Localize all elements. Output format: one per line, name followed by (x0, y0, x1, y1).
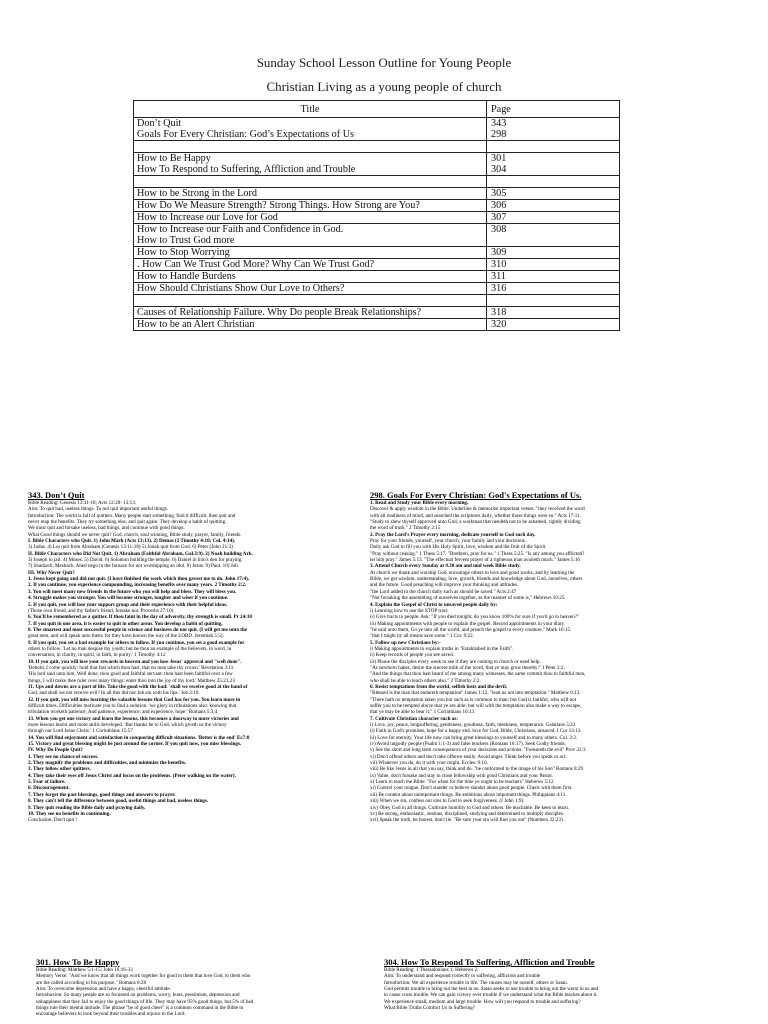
lesson-301-excerpt (36, 957, 356, 1024)
lesson-line: 1. They see no chance of success. (28, 753, 99, 760)
lesson-343-excerpt (28, 490, 358, 905)
lesson-line: encourage believers to look beyond their troubles and rejoice in the Lord. (36, 1011, 186, 1018)
lesson-heading: 304. How To Respond To Suffering, Affliction and Trouble (384, 957, 595, 967)
lesson-line: 6. You'll be remembered as a quitter. If thou faint in the day of adversity, thy strength is small. Pr 24:10 (28, 614, 252, 621)
toc-row (134, 271, 620, 283)
lesson-line: iii) Love for eternity. Your life now can bring great blessings to yourself and to many others. Col. 3:2. (370, 734, 578, 741)
lesson-line: 2. If you continue, you experience compounding, increasing benefits over many years. 2 Timothy 2:2. (28, 582, 247, 589)
lesson-line: xi) Control your tongue. Don't slander or believe slander about good people. Check with them first. (370, 785, 573, 792)
lesson-line: ix) Value, don't forsake and stay in close fellowship with good Christians and your Pastor. (370, 772, 554, 779)
lesson-line: 3) Judas. 4) Lot quit from Abraham (Genesis 13:11-18) 5) Jonah quit from God. 6) Peter (John 21:3) (28, 544, 233, 551)
lesson-line: Introduction: We all experience trouble in life. The causes may be ourself, others or Satan. (384, 979, 568, 986)
lesson-line: We must quit and forsake useless, bad things, and continue with good things. (28, 525, 185, 532)
lesson-heading: 301. How To Be Happy (36, 957, 120, 967)
lesson-line: v) See the short and long term consequences of your decisions and actions. "Foreseeth the evil" Prov 22:3 (370, 747, 586, 754)
lesson-line: iii) Making appointments with people to explain the gospel. Record appointments in your diary. (370, 620, 566, 627)
lesson-line: Bible, we get wisdom, understanding, love, growth, friends and knowledge about God, ourselves, others (370, 576, 583, 583)
lesson-line: 2. Pray the Lord's Prayer every morning, dedicate yourself to God each day. (370, 531, 536, 538)
lesson-line: and the future. Good preaching will improve your thinking and attitudes. (370, 582, 519, 589)
lesson-line: ii) Keep records of people you see saved. (370, 652, 455, 659)
lesson-body (384, 967, 754, 1011)
lesson-line: "the Lord added to the church daily such as should be saved." Acts 2:47 (370, 588, 517, 595)
toc-row (134, 247, 620, 259)
lesson-line: 5. Fear of failure. (28, 779, 66, 786)
lesson-line: iii) Phone the disciples every week to see if they are coming to church or need help. (370, 658, 541, 665)
lesson-line: ii) Give tracts to people. Ask: "If you died tonight, do you know 100% for sure if you'd go to heaven?" (370, 614, 580, 621)
lesson-line: 3. You will meet many new friends in the future who you will help and bless. They will bless you. (28, 588, 237, 595)
lesson-line: tribulation worketh patience; And patience, experience; and experience, hope:' Romans 5:3,4 (28, 709, 218, 716)
lesson-line: unhappiness that they fail to enjoy the good things of life. They may have 95% good things, but 5% of bad (36, 998, 254, 1005)
lesson-line: xvi) Speak the truth, be honest, don't lie. "Be sure your sin will find you out" (Numbers 32:23). (370, 817, 564, 824)
lesson-line: Introduction: The world is full of quitters. Many people start something, find it difficult, then quit and (28, 512, 236, 519)
toc-page-cell: 306 (487, 200, 620, 212)
lesson-line: IV. Why Do People Quit? (28, 747, 83, 754)
lesson-line: What Bible Truths Comfort Us in Suffering? (384, 1005, 476, 1012)
document-subtitle: Christian Living as a young people of church (266, 79, 502, 94)
lesson-line: great men, and will speak unto them; for they have known the way of the LORD. Jeremiah 5:5). (28, 633, 224, 640)
lesson-line: i) Learning how to use the STOP tract. (370, 607, 449, 614)
toc-title-cell (134, 176, 487, 188)
lesson-line: xii) Be content about unimportant things. Be ambitious about important things. Philippians 4:11. (370, 791, 567, 798)
lesson-line: Bible Reading: Matthew 5:1-15; John 16:16-33 (36, 967, 133, 973)
lesson-line: 3. They follow other quitters. (28, 766, 91, 773)
lesson-line: Pray for your friends, yourself, your church, your family and your decisions. (370, 538, 527, 545)
lesson-line: vii) Whatever you do, do it with your might. Eccles. 9:10. (370, 760, 488, 767)
toc-title-cell: How to Increase our Faith and Confidence in God. How to Trust God more (134, 224, 487, 247)
lesson-line: 'His lord said unto him, Well done, thou good and faithful servant: thou hast been faithful over a few (28, 671, 233, 678)
lesson-line: Introduction: So many people are so focussed on problems, worry, fears, pessimism, depression and (36, 992, 240, 999)
toc-title-cell (134, 295, 487, 307)
lesson-line: 1. Jesus kept going and did not quit. (I have finished the work which thou gavest me to do. John 17:4). (28, 576, 250, 583)
lesson-line: 5. If you quit, you will lose your support group and their experience with their helpful ideas. (28, 601, 228, 608)
toc-row (134, 224, 620, 247)
lesson-line: through our Lord Jesus Christ.' 1 Corinthians 15:57 (28, 728, 133, 735)
lesson-line: II. Bible Characters who Did Not Quit. 1) Abraham (Faithful Abraham, Gal.3:9). 2) Noah building Ark. (28, 550, 253, 557)
toc-spacer-row (134, 295, 620, 307)
toc-page-cell: 320 (487, 319, 620, 331)
lesson-line: 1. Read and Study your Bible every morning. (370, 500, 469, 506)
lesson-line: Bible Reading: Genesis 13:11-18; Acts 12:28- 13:13. (28, 500, 137, 506)
toc-row (134, 212, 620, 224)
toc-row (134, 200, 620, 212)
lesson-line: Aim: To quit bad, useless things. To not quit important useful things. (28, 506, 169, 513)
lesson-line: III. Why Never Quit? (28, 569, 75, 576)
lesson-line: "he said unto them, Go ye into all the world, and preach the gospel to every creature." Mark 16:15. (370, 626, 572, 633)
toc-row (134, 188, 620, 200)
toc-page-cell: 308 (487, 224, 620, 247)
lesson-line: with all readiness of mind, and searched the scriptures daily, whether those things were so." Acts 17:11. (370, 512, 581, 519)
lesson-line: suffer you to be tempted above that ye are able; but will with the temptation also make a way to escape, (370, 703, 582, 709)
lesson-line: 9. If you quit, you set a bad example for others to follow. If you continue, you set a good example for (28, 639, 245, 646)
lesson-line: never reap the benefits. They try something else, and quit again. They develop a habit of quitting. (28, 519, 227, 526)
lesson-line: 7. They forget the past blessings, good things and answers to prayer. (28, 791, 176, 798)
lesson-line: Aim: To overcome depression and have a happy, cheerful attitude. (36, 986, 171, 993)
toc-page-cell (487, 141, 620, 153)
toc-row (134, 153, 620, 176)
lesson-line: Discover & apply wisdom in the Bible. Underline & memorize important verses. "they received the word (370, 506, 585, 513)
toc-title-cell: How to Stop Worrying (134, 247, 487, 259)
toc-spacer-row (134, 176, 620, 188)
lesson-line: Daily ask God to fill you with His Holy Spirit, love, wisdom and the fruit of the Spirit. (370, 544, 547, 551)
toc-title-cell: . How Can We Trust God More? Why Can We Trust God? (134, 259, 487, 271)
lesson-line: "Not forsaking the assembling of ourselves together, as the manner of some is," Hebrews 10:25. (370, 595, 566, 602)
lesson-line: iv) Avoid ungodly people (Psalm 1:1-3) and false teachers (Romans 16:17). Seek Godly friends. (370, 741, 566, 748)
lesson-line: God, and shall we not receive evil? In all this did not Job sin with his lips.' Job 2:10. (28, 690, 200, 697)
lesson-line: i) Making appointments to explain truths in "Established in the Faith". (370, 645, 514, 652)
toc-title-cell: How Do We Measure Strength? Strong Things. How Strong are You? (134, 200, 487, 212)
lesson-line: the word of truth." 2 Timothy 2:15 (370, 525, 441, 532)
lesson-line: 6. Discouragement. (28, 785, 70, 792)
lesson-line: What Good things should we never quit? God, church, soul winning, Bible study, prayer, family, friends. (28, 531, 242, 538)
toc-page-cell: 309 (487, 247, 620, 259)
toc-row (134, 307, 620, 319)
lesson-line: 4. Explain the Gospel of Christ to unsaved people daily by: (370, 601, 498, 608)
document-title: Sunday School Lesson Outline for Young People (256, 55, 512, 70)
lesson-heading: 298. Goals For Every Christian: God's Expectations of Us. (370, 490, 582, 500)
lesson-line: 2. They magnify the problems and difficulties, and minimize the benefits. (28, 760, 187, 767)
toc-page-cell (487, 295, 620, 307)
toc-col-page-header: Page (487, 101, 620, 118)
toc-row (134, 319, 620, 331)
lesson-line: 4. Struggle makes you stronger. You will become stronger, tougher and wiser if you continue. (28, 595, 229, 602)
lesson-line: 3) Joseph in jail. 4) Moses. 5) David. 6) Solomon building the temple. 6) Daniel in lion's den for praying. (28, 557, 243, 564)
toc-body (134, 118, 620, 331)
lesson-body (370, 500, 750, 824)
toc-header-row (134, 101, 620, 118)
toc-page-cell: 305 (487, 188, 620, 200)
lesson-line: more lessons learnt and more skills developed. 'But thanks be to God, which giveth us the victory (28, 722, 227, 729)
lesson-line: xiii) When we sin, confess our sins to God to seek forgiveness. (I John 1:9). (370, 798, 525, 805)
toc-title-cell: How to be an Alert Christian (134, 319, 487, 331)
toc-page-cell: 310 (487, 259, 620, 271)
lesson-line: x) Learn to teach the Bible. "For when for the time ye ought to be teachers" Hebrews 5:12 (370, 779, 554, 786)
lesson-line: 10. They see no benefits in continuing. (28, 810, 111, 817)
toc-row (134, 259, 620, 271)
lesson-line: are the called according to his purpose." Romans 8:28 (36, 979, 147, 986)
toc-title-cell: How to Handle Burdens (134, 271, 487, 283)
lesson-line: "As newborn babes, desire the sincere milk of the word, that ye may grow thereby:" I Peter 2:2. (370, 664, 565, 671)
toc-title-cell (134, 141, 487, 153)
lesson-line: We experience small, medium and large trouble. How will you respond to trouble and suffering? (384, 998, 581, 1005)
lesson-298-excerpt (370, 490, 750, 824)
lesson-line: Aim: To understand and respond correctly to suffering, affliction and trouble (384, 973, 541, 980)
toc-title-cell: How to be Strong in the Lord (134, 188, 487, 200)
toc-title-cell: How Should Christians Show Our Love to Others? (134, 283, 487, 295)
toc-col-title-header: Title (134, 101, 487, 118)
toc-title-cell: How to Be Happy How To Respond to Suffering, Affliction and Trouble (134, 153, 487, 176)
lesson-line: 'Behold, I come quickly: hold that fast which thou hast, that no man take thy crown.' Revelation 3:11 (28, 664, 234, 671)
lesson-line: 9. They quit reading the Bible daily and praying daily. (28, 804, 146, 811)
toc-page-cell: 307 (487, 212, 620, 224)
lesson-line: 7. Cultivate Christian character such as: (370, 715, 458, 722)
lesson-line: 8. They can't tell the difference between good, useful things and bad, useless things. (28, 798, 209, 805)
lesson-line: let him pray." James 5:13. "The effectual fervent prayer of a righteous man availeth much." James 5:16 (370, 557, 580, 564)
lesson-line: "Blessed is the man that endureth temptation" James 1:12. "lead us not into temptation." Matthew 6:13. (370, 690, 581, 697)
table-of-contents (133, 100, 620, 331)
lesson-line: 14. You will find enjoyment and satisfaction in conquering difficult situations. 'Better is the end' Ec7:8 (28, 734, 250, 741)
lesson-line: I. Bible Characters who Quit. 1) John Mark (Acts 13:13). 2) Demas (2 Timothy 4:10; Col. 4:14). (28, 538, 236, 545)
lesson-line: ii) Faith in God's promises, hope for a happy end, love for God, Bible, Christians, unsaved. I Cor 13:13. (370, 728, 582, 735)
toc-page-cell: 318 (487, 307, 620, 319)
lesson-line: "There hath no temptation taken you but such as is common to man: but God is faithful, who will not (370, 696, 577, 703)
lesson-line: Bible Reading: 1 Thessalonians 1; Hebrews 2. (384, 967, 479, 973)
toc-spacer-row (134, 141, 620, 153)
lesson-line: God permits trouble to bring out the best in us. Satan seeks to use trouble to bring out the worst in us and (384, 986, 599, 993)
lesson-line: 15. Victory and great blessing might be just around the corner. If you quit now, you miss blessings. (28, 741, 242, 748)
lesson-line: 7. If you quit in one area, it is easier to quit in other areas. You develop a habit of quitting. (28, 620, 223, 627)
lesson-line: "Study to shew thyself approved unto God, a workman that needeth not to be ashamed, rightly dividing (370, 519, 581, 526)
lesson-line: "that I might by all means save some." 1 Cor. 9:22. (370, 633, 474, 640)
toc-page-cell: 311 (487, 271, 620, 283)
lesson-line: things rule their mental attitude. The phrase "be of good cheer" is a common command in the Bible to (36, 1005, 244, 1012)
lesson-line: 3. Attend Church every Sunday at 9.30 am and mid week Bible study. (370, 563, 521, 570)
lesson-line: xv) Be strong, enthusiastic, zealous, disciplined, studying and determined to multiply disciples. (370, 810, 565, 817)
lesson-line: difficult times. Difficulties motivate you to find a solution. 'we glory in tribulations also: knowing that (28, 703, 237, 709)
lesson-line: 10. If you quit, you will lose your rewards in heaven and you lose Jesus' approval and "well done". (28, 658, 242, 665)
lesson-line: 13. When you get one victory and learn the lessons, this becomes a doorway to more victories and (28, 715, 239, 722)
lesson-line: that ye may be able to bear it." 1 Corinthians 10:13 (370, 709, 475, 716)
lesson-line: 4. They take their eyes off Jesus Christ and focus on the problems. (Peter walking on the water). (28, 772, 236, 779)
lesson-line: vi) Don't offend others and don't take offence easily. Avoid anger. Think before you speak or act. (370, 753, 567, 760)
lesson-line: Memory Verse: "And we know that all things work together for good to them that love God, to them who (36, 973, 251, 980)
toc-page-cell: 316 (487, 283, 620, 295)
toc-title-cell: How to Increase our Love for God (134, 212, 487, 224)
toc-title-cell: Don’t Quit Goals For Every Christian: God’s Expectations of Us (134, 118, 487, 141)
toc-row (134, 283, 620, 295)
toc-page-cell (487, 176, 620, 188)
lesson-line: i) Love, joy, peace, longsuffering, gentleness, goodness, faith, meekness, temperance. Galatians 5:22 (370, 722, 576, 729)
lesson-body (28, 500, 358, 824)
lesson-line: "And the things that thou hast heard of me among many witnesses, the same commit thou to faithful men, (370, 671, 586, 678)
toc-page-cell: 301 304 (487, 153, 620, 176)
lesson-line: 7) Shadrach, Meshach, Abed nego in the furnace for not worshipping an idol. 8) Jesus. 9) Paul. 10) Job. (28, 563, 240, 570)
lesson-line: 6. Resist temptations from the world, selfish lusts and the devil. (370, 683, 508, 690)
lesson-line: xiv) Obey God in all things. Cultivate humility to God and others. Be teachable. Be keen to learn. (370, 804, 570, 811)
lesson-line: who shall be able to teach others also." 2 Timothy 2:2. (370, 677, 481, 684)
toc-title-cell: Causes of Relationship Failure. Why Do people Break Relationships? (134, 307, 487, 319)
lesson-line: 11. Ups and downs are a part of life. Take the good with the bad: 'shall we receive good at the hand of (28, 683, 248, 690)
lesson-line: viii) Be like Jesus in all that you say, think and do. "be conformed to the image of his Son" Romans 8:29 (370, 766, 584, 773)
lesson-line: 12. If you quit, you will miss learning the valuable lessons that God has for you. You learn more in (28, 696, 241, 703)
toc-page-cell: 343 298 (487, 118, 620, 141)
lesson-line: others to follow. 'Let no man despise thy youth; but be thou an example of the believers, in word, in (28, 645, 232, 652)
lesson-line: 5. Follow up new Christians by:- (370, 639, 441, 646)
lesson-line: (Those own friend, and thy father's friend, forsake not. Proverbs 27:10) (28, 607, 174, 614)
lesson-line: "Pray without ceasing." 1 Thess 5:17. "Brethren, pray for us." 1 Thess 5:25. "Is any among you afflicted? (370, 550, 585, 557)
lesson-line: Conclusion: Don't quit ! (28, 817, 78, 824)
toc-row (134, 118, 620, 141)
lesson-line: At church we thank and worship God, encourage others to love and good works, and by learning the (370, 569, 575, 576)
lesson-line: to cause cross trouble. We can gain victory over trouble if we understand what the Bible teaches about it. (384, 992, 598, 999)
lesson-line: 8. The smartest and most successful people in science and business do not quit. (I will get me unto the (28, 626, 248, 633)
lesson-heading: 343. Don’t Quit (28, 490, 85, 500)
lesson-304-excerpt (384, 957, 754, 1024)
lesson-line: conversation, in charity, in spirit, in faith, in purity.' 1 Timothy 4:12 (28, 652, 166, 659)
lesson-line: things, I will make thee ruler over many things: enter thou into the joy of thy lord.' Matthew 25:21,23 (28, 677, 235, 684)
lesson-body (36, 967, 356, 1018)
